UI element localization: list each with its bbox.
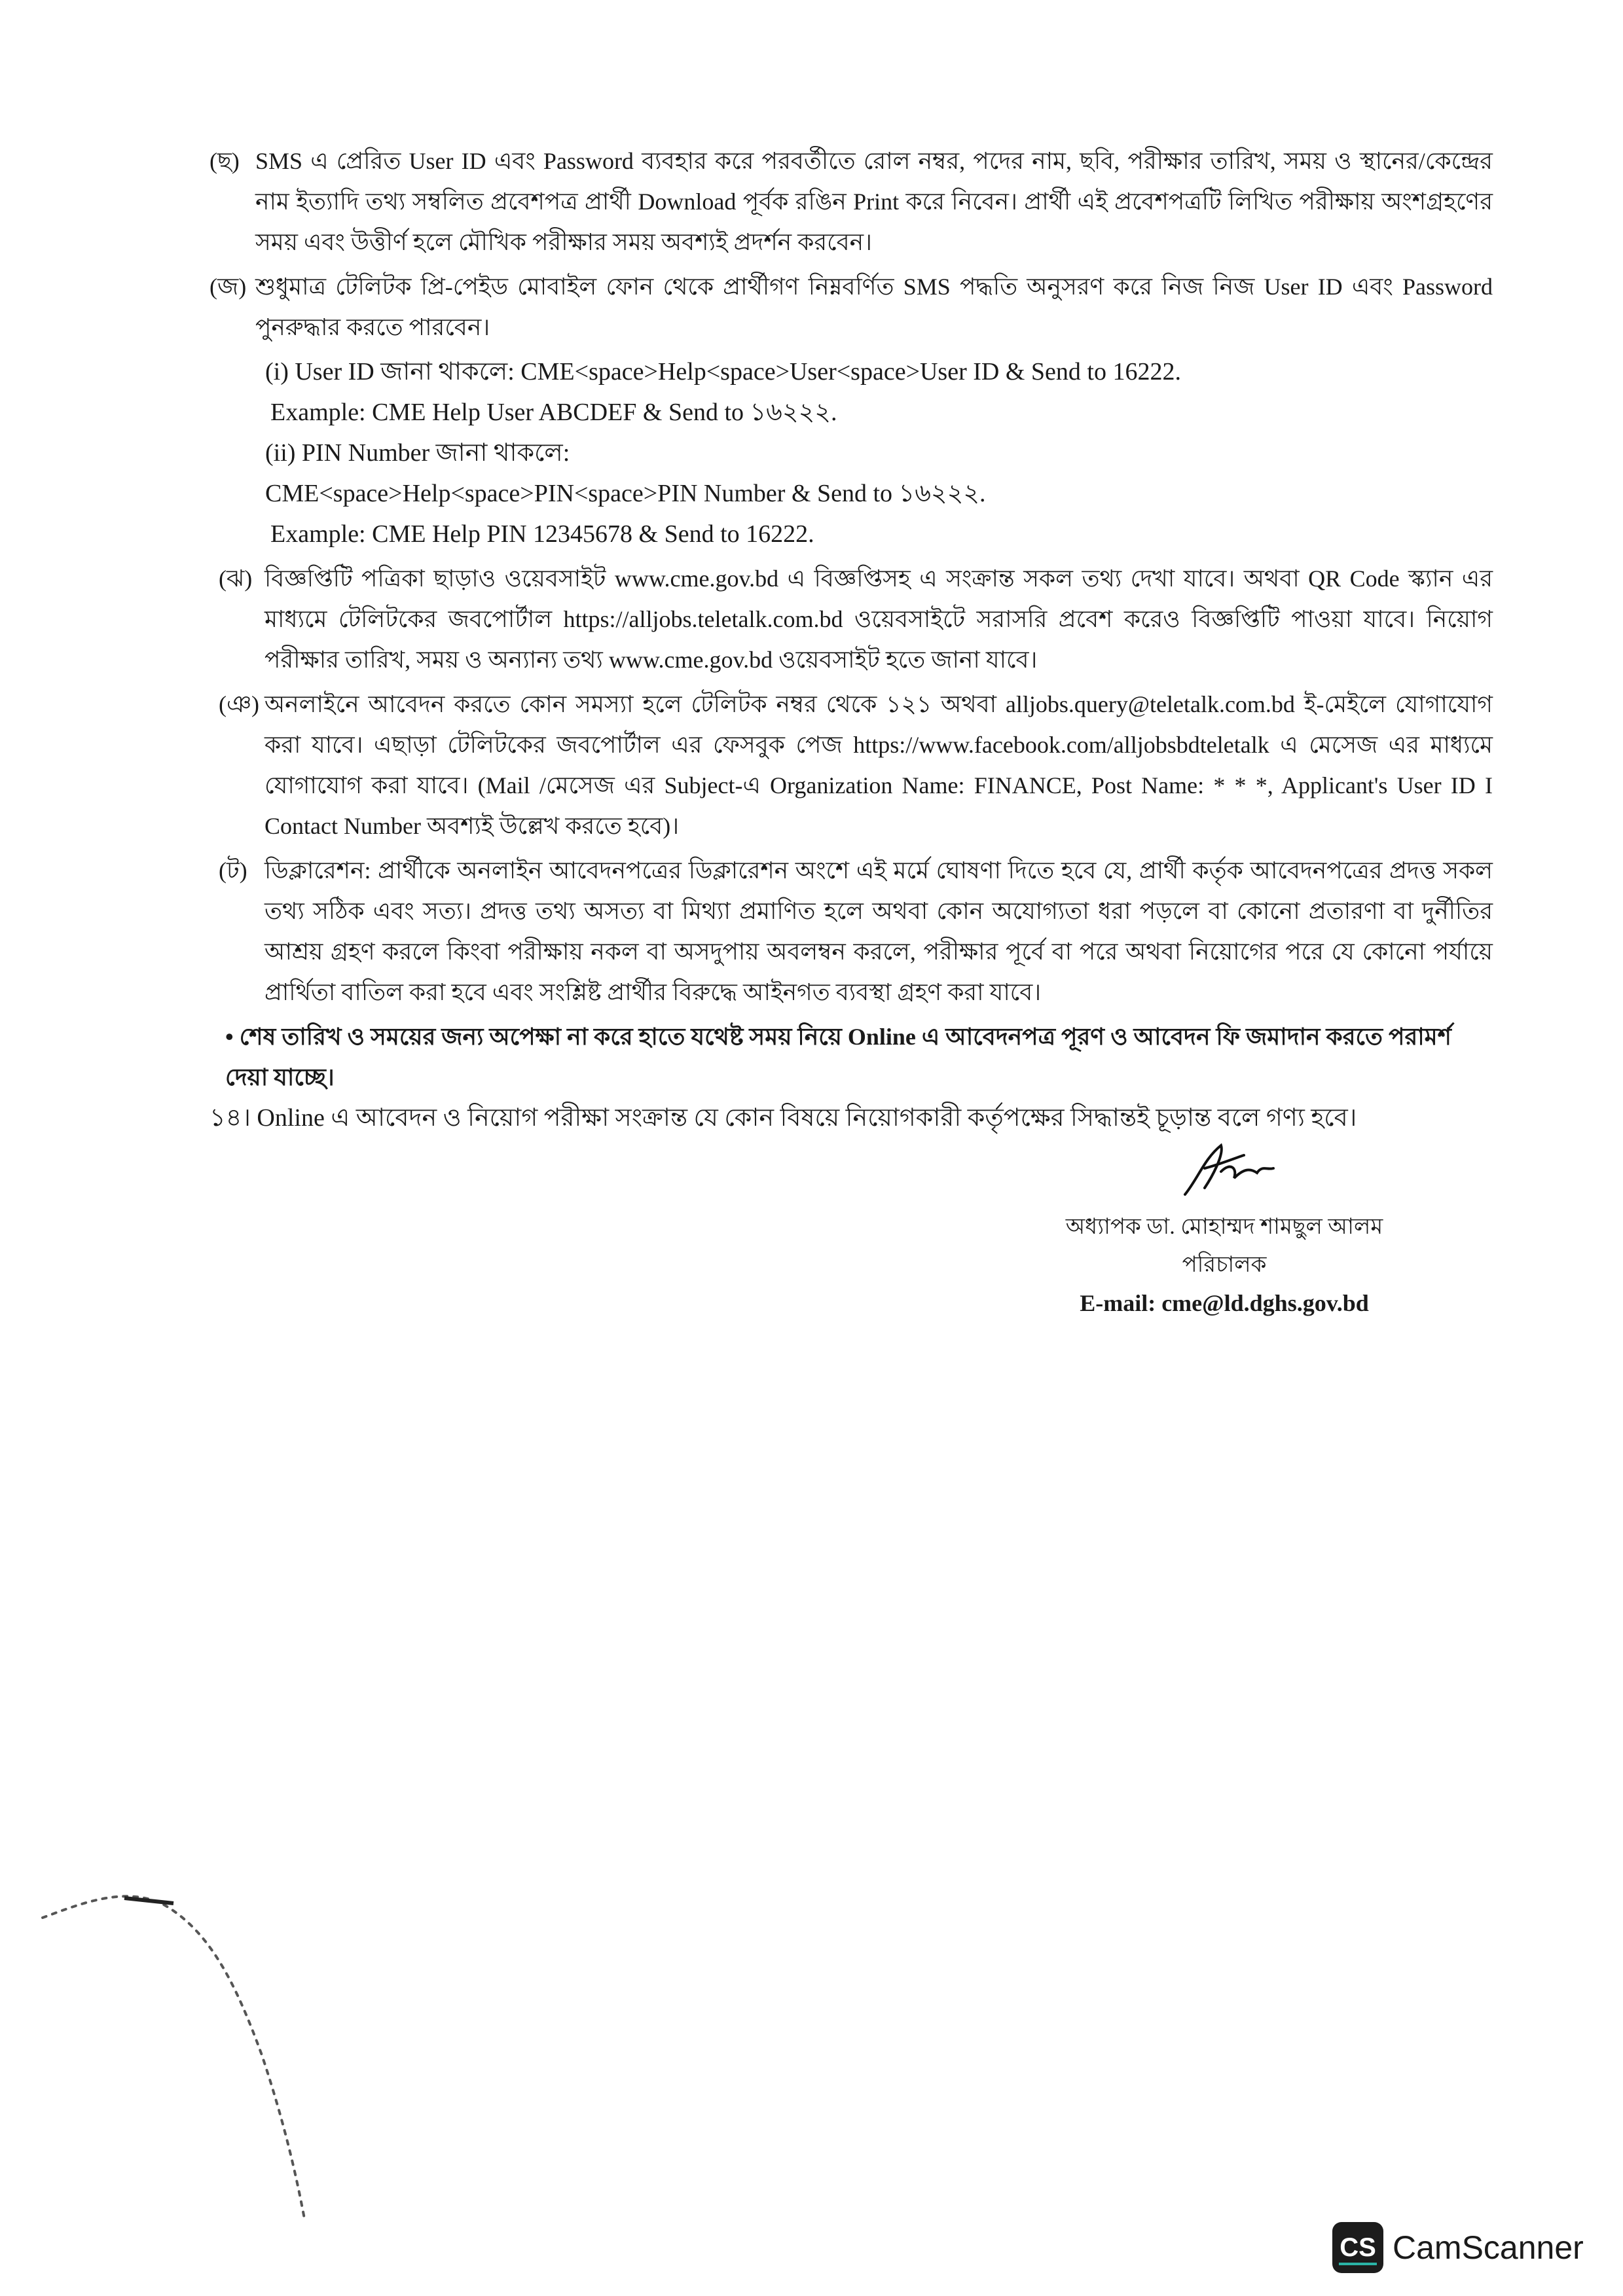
clause-chha <box>210 141 1493 262</box>
clause-nya <box>219 684 1493 846</box>
clause-text: অনলাইনে আবেদন করতে কোন সমস্যা হলে টেলিটক নম্বর থেকে ১২১ অথবা alljobs.query@teletalk.com.bd ই-মেইলে যোগাযোগ করা যাবে। এছাড়া টেলিটকের জবপোর্টাল এর ফেসবুক পেজ https://www.facebook.com/alljobsbdteletalk এ মেসেজ এর মাধ্যমে যোগাযোগ করা যাবে। (Mail /মেসেজ এর Subject-এ Organization Name: FINANCE, Post Name: * * *, Applicant's User ID I Contact Number অবশ্যই উল্লেখ করতে হবে)। <box>264 691 1493 839</box>
torn-edge-mark <box>39 1885 314 2225</box>
clause-text: ডিক্লারেশন: প্রার্থীকে অনলাইন আবেদনপত্রের ডিক্লারেশন অংশে এই মর্মে ঘোষণা দিতে হবে যে, প্রার্থী কর্তৃক আবেদনপত্রের প্রদত্ত সকল তথ্য সঠিক এবং সত্য। প্রদত্ত তথ্য অসত্য বা মিথ্যা প্রমাণিত হলে অথবা কোন অযোগ্যতা ধরা পড়লে বা কোনো প্রতারণা বা দুর্নীতির আশ্রয় গ্রহণ করলে কিংবা পরীক্ষায় নকল বা অসদুপায় অবলম্বন করলে, পরীক্ষার পূর্বে বা পরে অথবা নিয়োগের পরে যে কোনো পর্যায়ে প্রার্থিতা বাতিল করা হবে এবং সংশ্লিষ্ট প্রার্থীর বিরুদ্ধে আইনগত ব্যবস্থা গ্রহণ করা যাবে। <box>264 857 1493 1005</box>
clause-marker: (ঞ) <box>219 691 259 717</box>
clause-ja <box>210 266 1493 348</box>
clause-marker: (জ) <box>210 274 247 300</box>
signatory-email: E-mail: cme@ld.dghs.gov.bd <box>1080 1290 1369 1316</box>
final-clause: ১৪। Online এ আবেদন ও নিয়োগ পরীক্ষা সংক্রান্ত যে কোন বিষয়ে নিয়োগকারী কর্তৃপক্ষের সিদ্ধান্তই চূড়ান্ত বলে গণ্য হবে। <box>210 1104 1357 1132</box>
clause-text: SMS এ প্রেরিত User ID এবং Password ব্যবহার করে পরবর্তীতে রোল নম্বর, পদের নাম, ছবি, পরীক্ষার তারিখ, সময় ও স্থানের/কেন্দ্রের নাম ইত্যাদি তথ্য সম্বলিত প্রবেশপত্র প্রার্থী Download পূর্বক রঙিন Print করে নিবেন। প্রার্থী এই প্রবেশপত্রটি লিখিত পরীক্ষায় অংশগ্রহণের সময় এবং উত্তীর্ণ হলে মৌখিক পরীক্ষার সময় অবশ্যই প্রদর্শন করবেন। <box>255 148 1493 255</box>
clause-marker: (ট) <box>219 857 247 884</box>
sms-format-pin: CME<space>Help<space>PIN<space>PIN Number & Send to ১৬২২২. <box>265 480 986 507</box>
clause-text: বিজ্ঞপ্তিটি পত্রিকা ছাড়াও ওয়েবসাইট www.cme.gov.bd এ বিজ্ঞপ্তিসহ এ সংক্রান্ত সকল তথ্য দেখা যাবে। অথবা QR Code স্ক্যান এর মাধ্যমে টেলিটকের জবপোর্টাল https://alljobs.teletalk.com.bd ওয়েবসাইটে সরাসরি প্রবেশ করেও বিজ্ঞপ্তিটি পাওয়া যাবে। নিয়োগ পরীক্ষার তারিখ, সময় ও অন্যান্য তথ্য www.cme.gov.bd ওয়েবসাইট হতে জানা যাবে। <box>264 565 1493 673</box>
sms-example-user: Example: CME Help User ABCDEF & Send to ১৬২২২. <box>270 399 837 426</box>
clause-marker: (ছ) <box>210 148 240 174</box>
sms-line-pin: (ii) PIN Number জানা থাকলে: <box>265 439 570 467</box>
clause-jha <box>219 558 1493 680</box>
signature-scribble <box>1159 1132 1290 1204</box>
document-body <box>210 141 1493 1138</box>
camscanner-watermark <box>1332 2222 1584 2273</box>
sms-instructions <box>210 351 1493 554</box>
sms-line-user-id: (i) User ID জানা থাকলে: CME<space>Help<space>User<space>User ID & Send to 16222. <box>265 358 1181 386</box>
bullet-note: • শেষ তারিখ ও সময়ের জন্য অপেক্ষা না করে হাতে যথেষ্ট সময় নিয়ে Online এ আবেদনপত্র পূরণ ও আবেদন ফি জমাদান করতে পরামর্শ দেয়া যাচ্ছে। <box>225 1024 1451 1090</box>
clause-text: শুধুমাত্র টেলিটক প্রি-পেইড মোবাইল ফোন থেকে প্রার্থীগণ নিম্নবর্ণিত SMS পদ্ধতি অনুসরণ করে নিজ নিজ User ID এবং Password পুনরুদ্ধার করতে পারবেন। <box>255 274 1493 340</box>
signatory-designation: পরিচালক <box>1182 1253 1267 1277</box>
signature-block <box>1041 1132 1408 1322</box>
camscanner-logo-icon: CS <box>1332 2222 1383 2273</box>
clause-marker: (ঝ) <box>219 565 253 592</box>
signatory-name: অধ্যাপক ডা. মোহাম্মদ শামছুল আলম <box>1065 1215 1383 1239</box>
sms-example-pin: Example: CME Help PIN 12345678 & Send to 16222. <box>270 520 814 548</box>
clause-ta <box>219 850 1493 1013</box>
camscanner-name: CamScanner <box>1393 2229 1584 2266</box>
